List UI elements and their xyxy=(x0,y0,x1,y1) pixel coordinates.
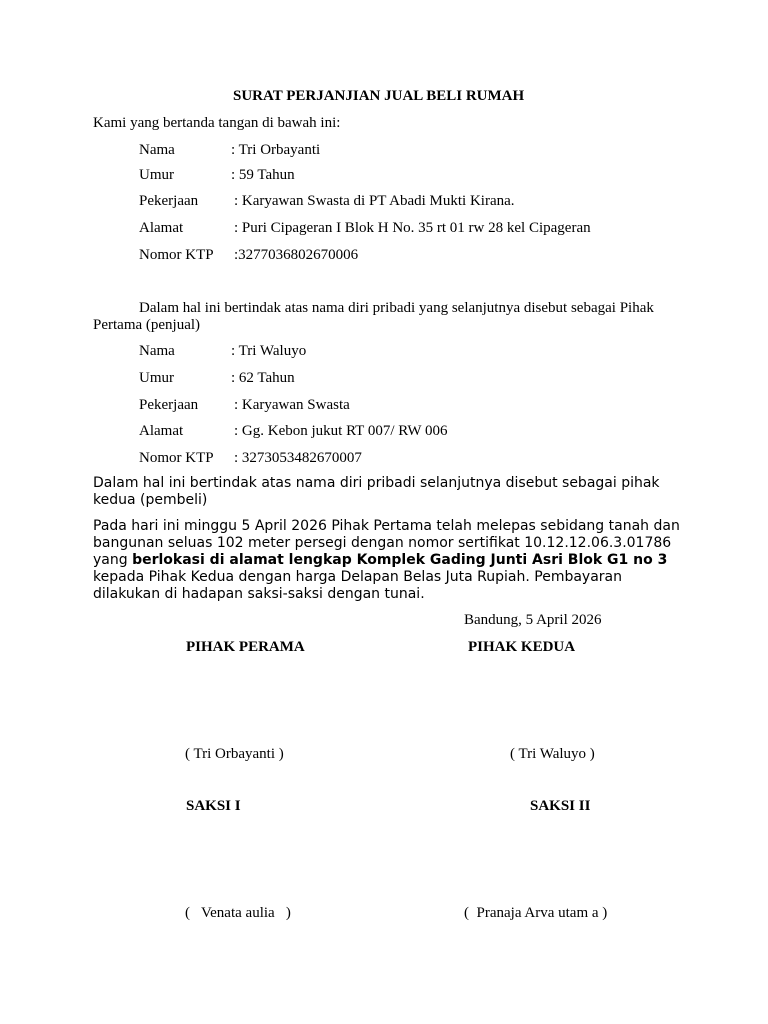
party1-age-label: Umur xyxy=(139,167,174,183)
party1-ktp-value: :3277036802670006 xyxy=(234,247,359,263)
party2-address-value: : Gg. Kebon jukut RT 007/ RW 006 xyxy=(234,423,448,439)
party2-age-label: Umur xyxy=(139,370,174,386)
party1-statement: Dalam hal ini bertindak atas nama diri pribadi yang selanjutnya disebut sebagai Pihak Pertama (penjual) xyxy=(93,300,654,333)
witness1-heading: SAKSI I xyxy=(186,798,241,814)
party1-job-value: : Karyawan Swasta di PT Abadi Mukti Kirana. xyxy=(234,193,515,209)
agreement-paragraph xyxy=(93,518,683,603)
party2-name-value: : Tri Waluyo xyxy=(231,343,307,359)
agreement-text-part2: kepada Pihak Kedua dengan harga Delapan Belas Juta Rupiah. Pembayaran dilakukan di hadapan saksi-saksi dengan tunai. xyxy=(93,569,622,602)
party1-name-label: Nama xyxy=(139,142,175,158)
party2-statement: Dalam hal ini bertindak atas nama diri pribadi selanjutnya disebut sebagai pihak kedua (pembeli) xyxy=(93,475,660,508)
party2-job-value: : Karyawan Swasta xyxy=(234,397,350,413)
party1-address-value: : Puri Cipageran I Blok H No. 35 rt 01 rw 28 kel Cipageran xyxy=(234,220,591,236)
agreement-text-part1: Pada hari ini minggu 5 April 2026 Pihak Pertama telah melepas sebidang tanah dan bangunan seluas 102 meter persegi dengan nomor sertifikat 10.12.12.06.3.01786 yang xyxy=(93,518,680,568)
party1-job-label: Pekerjaan xyxy=(139,193,199,209)
document-title: SURAT PERJANJIAN JUAL BELI RUMAH xyxy=(233,88,525,104)
party2-age-value: : 62 Tahun xyxy=(231,370,295,386)
agreement-location-bold: berlokasi di alamat lengkap Komplek Gading Junti Asri Blok G1 no 3 xyxy=(132,552,668,568)
party1-age-value: : 59 Tahun xyxy=(231,167,295,183)
party1-address-label: Alamat xyxy=(139,220,184,236)
party1-name-value: : Tri Orbayanti xyxy=(231,142,321,158)
party1-ktp-label: Nomor KTP xyxy=(139,247,214,263)
party2-job-label: Pekerjaan xyxy=(139,397,199,413)
witness2-name: ( Pranaja Arva utam a ) xyxy=(464,905,608,921)
intro-text: Kami yang bertanda tangan di bawah ini: xyxy=(93,115,341,131)
party1-signature-name: ( Tri Orbayanti ) xyxy=(185,746,284,762)
party2-name-label: Nama xyxy=(139,343,175,359)
party2-address-label: Alamat xyxy=(139,423,184,439)
party2-ktp-value: : 3273053482670007 xyxy=(234,450,362,466)
party2-signature-name: ( Tri Waluyo ) xyxy=(510,746,595,762)
witness2-heading: SAKSI II xyxy=(530,798,591,814)
party1-signature-heading: PIHAK PERAMA xyxy=(186,639,305,655)
party2-ktp-label: Nomor KTP xyxy=(139,450,214,466)
party2-signature-heading: PIHAK KEDUA xyxy=(468,639,576,655)
place-date: Bandung, 5 April 2026 xyxy=(464,612,602,628)
witness1-name: ( Venata aulia ) xyxy=(185,905,291,921)
